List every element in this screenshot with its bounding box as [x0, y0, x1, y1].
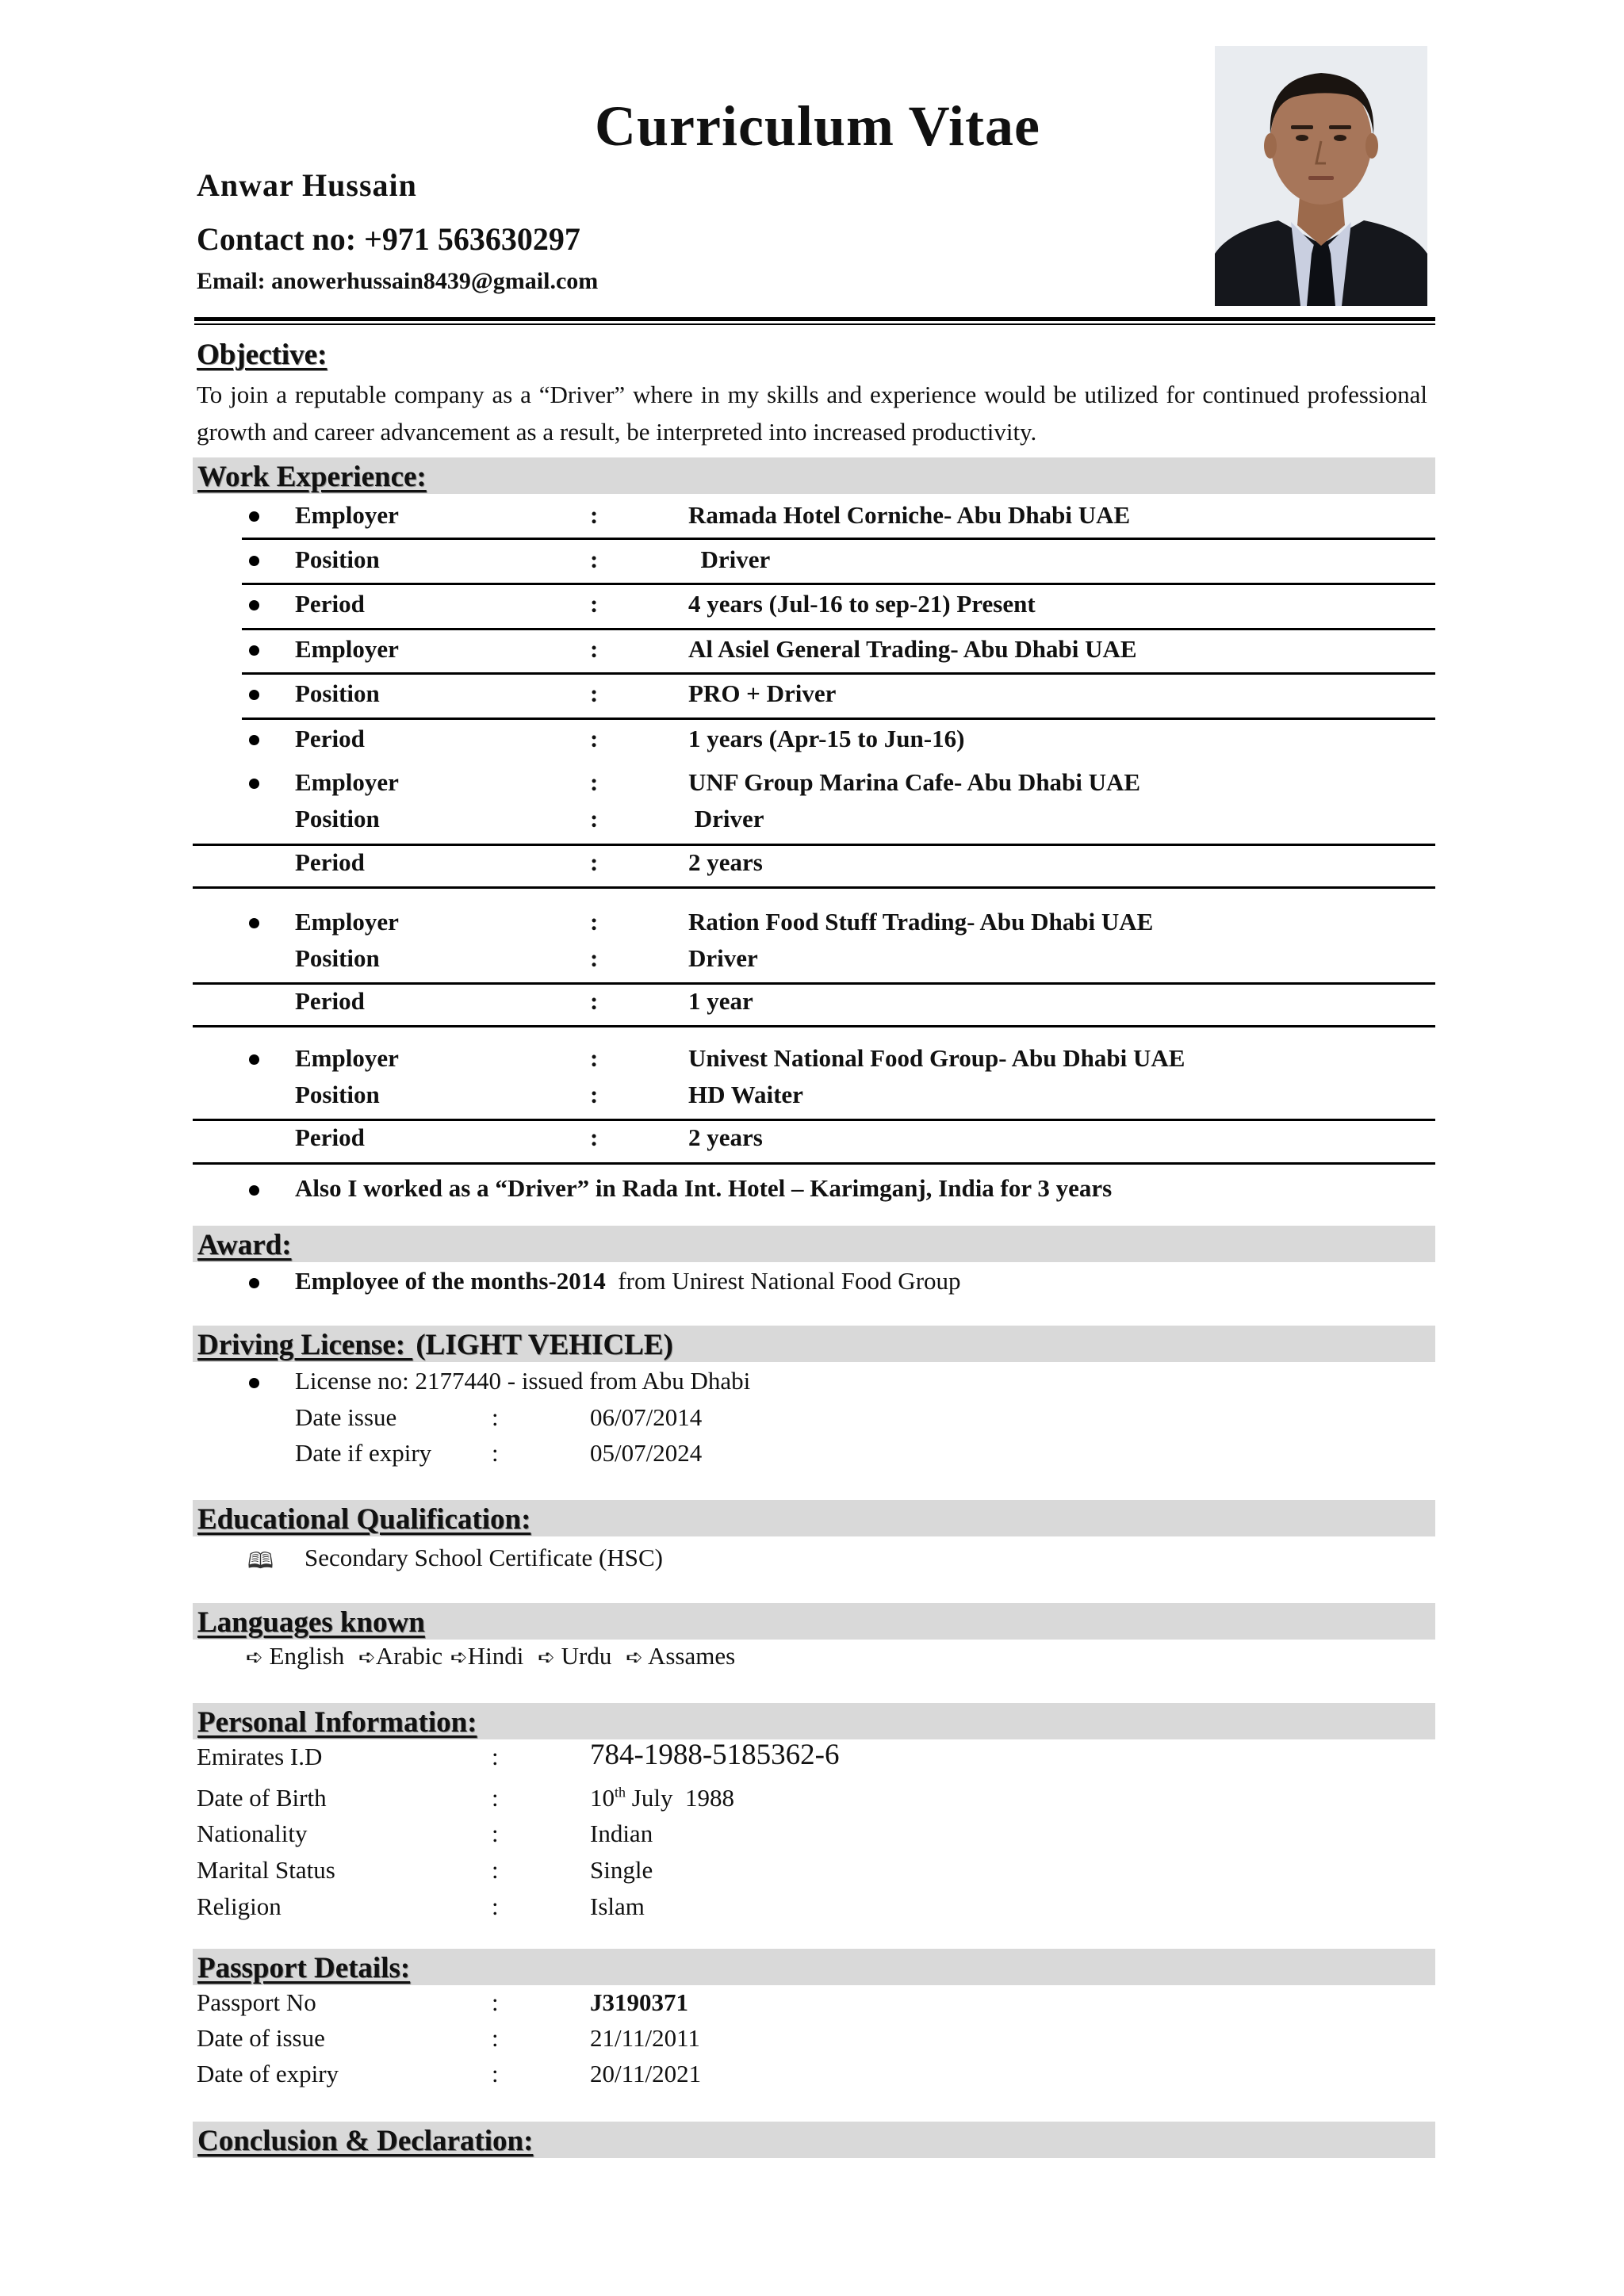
row-colon: : — [590, 635, 599, 663]
dob-value: 10th July 1988 — [590, 1784, 734, 1812]
row-label: Position — [295, 679, 380, 707]
row-value: Driver — [688, 805, 764, 832]
row-colon: : — [590, 1123, 599, 1151]
row-label: Employer — [295, 1044, 399, 1072]
emirates-id-colon: : — [492, 1743, 499, 1770]
license-number: License no: 2177440 - issued from Abu Dhabi — [295, 1367, 751, 1395]
row-divider — [242, 628, 1435, 630]
row-colon: : — [590, 1044, 599, 1072]
row-label: Position — [295, 545, 380, 573]
passport-no-label: Passport No — [197, 1988, 316, 2016]
license-type: (LIGHT VEHICLE) — [416, 1329, 673, 1361]
row-value: Driver — [688, 944, 758, 972]
language-item: Arabic — [375, 1642, 443, 1670]
bullet-icon — [249, 511, 259, 522]
conclusion-heading: Conclusion & Declaration: — [193, 2122, 1435, 2158]
religion-label: Religion — [197, 1892, 282, 1920]
dob-colon: : — [492, 1784, 499, 1812]
row-label: Position — [295, 1081, 380, 1108]
passport-expiry-label: Date of expiry — [197, 2060, 339, 2087]
license-expiry-label: Date if expiry — [295, 1439, 432, 1467]
arrow-bullet-icon: ➪ — [358, 1646, 376, 1670]
nationality-value: Indian — [590, 1820, 653, 1847]
driving-license-heading: Driving License: (LIGHT VEHICLE) — [193, 1326, 1435, 1362]
row-value: 1 year — [688, 987, 753, 1015]
row-value: Univest National Food Group- Abu Dhabi UAE — [688, 1044, 1185, 1072]
row-label: Period — [295, 725, 365, 752]
row-colon: : — [590, 545, 599, 573]
row-label: Employer — [295, 501, 399, 529]
education-heading: Educational Qualification: — [193, 1500, 1435, 1536]
contact-number: Contact no: +971 563630297 — [197, 221, 580, 257]
marital-status-label: Marital Status — [197, 1856, 335, 1884]
row-colon: : — [590, 1081, 599, 1108]
row-value: Driver — [688, 545, 771, 573]
row-label: Position — [295, 805, 380, 832]
objective-text: To join a reputable company as a “Driver” where in my skills and experience would be utilized for continued professional growth and career advancement as a result, be interpreted into increased productivity. — [197, 381, 1427, 446]
book-icon: 🕮 — [247, 1548, 274, 1574]
row-label: Position — [295, 944, 380, 972]
bullet-icon — [249, 645, 259, 656]
row-value: 2 years — [688, 1123, 763, 1151]
award-heading: Award: — [193, 1226, 1435, 1262]
row-value: HD Waiter — [688, 1081, 803, 1108]
arrow-bullet-icon: ➪ — [538, 1646, 555, 1670]
header-divider — [194, 317, 1435, 321]
bullet-icon — [249, 735, 259, 745]
profile-photo — [1215, 46, 1427, 306]
passport-issue-value: 21/11/2011 — [590, 2024, 700, 2052]
row-colon: : — [590, 987, 599, 1015]
row-divider — [193, 1119, 1435, 1121]
arrow-bullet-icon: ➪ — [246, 1646, 263, 1670]
license-issue-label: Date issue — [295, 1403, 397, 1431]
language-item: Hindi — [467, 1642, 524, 1670]
language-item: English — [269, 1642, 345, 1670]
language-item: Assames — [647, 1642, 736, 1670]
row-divider — [193, 844, 1435, 846]
row-divider — [193, 886, 1435, 889]
passport-no-value: J3190371 — [590, 1988, 688, 2016]
emirates-id-label: Emirates I.D — [197, 1743, 323, 1770]
license-issue-colon: : — [492, 1403, 499, 1431]
row-divider — [193, 982, 1435, 985]
row-label: Period — [295, 848, 365, 876]
arrow-bullet-icon: ➪ — [626, 1646, 643, 1670]
row-divider — [242, 538, 1435, 540]
license-issue-value: 06/07/2014 — [590, 1403, 703, 1431]
award-item — [295, 1267, 961, 1295]
row-colon: : — [590, 501, 599, 529]
row-divider — [193, 1162, 1435, 1165]
religion-value: Islam — [590, 1892, 645, 1920]
nationality-label: Nationality — [197, 1820, 308, 1847]
portrait-illustration — [1215, 46, 1427, 306]
row-label: Period — [295, 590, 365, 618]
arrow-bullet-icon: ➪ — [450, 1646, 468, 1670]
row-colon: : — [590, 944, 599, 972]
languages-heading: Languages known — [193, 1603, 1435, 1640]
emirates-id-value: 784-1988-5185362-6 — [590, 1739, 840, 1771]
row-label: Employer — [295, 768, 399, 796]
bullet-icon — [249, 918, 259, 928]
row-divider — [242, 718, 1435, 720]
marital-status-value: Single — [590, 1856, 653, 1884]
row-colon: : — [590, 679, 599, 707]
passport-expiry-value: 20/11/2021 — [590, 2060, 702, 2087]
applicant-name: Anwar Hussain — [197, 167, 417, 203]
license-expiry-value: 05/07/2024 — [590, 1439, 703, 1467]
row-label: Employer — [295, 908, 399, 936]
religion-colon: : — [492, 1892, 499, 1920]
award-title: Employee of the months-2014 — [295, 1267, 606, 1295]
header-divider-thin — [194, 323, 1435, 325]
bullet-icon — [249, 556, 259, 566]
bullet-icon — [249, 1054, 259, 1065]
row-colon: : — [590, 725, 599, 752]
personal-info-heading: Personal Information: — [193, 1703, 1435, 1739]
row-value: UNF Group Marina Cafe- Abu Dhabi UAE — [688, 768, 1141, 796]
row-colon: : — [590, 848, 599, 876]
row-colon: : — [590, 908, 599, 936]
row-label: Employer — [295, 635, 399, 663]
row-value: PRO + Driver — [688, 679, 837, 707]
bullet-icon — [249, 690, 259, 700]
email-address: Email: anowerhussain8439@gmail.com — [197, 268, 599, 294]
nationality-colon: : — [492, 1820, 499, 1847]
bullet-icon — [249, 779, 259, 789]
row-value: Ramada Hotel Corniche- Abu Dhabi UAE — [688, 501, 1131, 529]
row-divider — [242, 672, 1435, 675]
bullet-icon — [249, 1185, 259, 1196]
language-item: Urdu — [561, 1642, 612, 1670]
work-experience-heading: Work Experience: — [193, 457, 1435, 494]
marital-status-colon: : — [492, 1856, 499, 1884]
passport-issue-colon: : — [492, 2024, 499, 2052]
additional-experience: Also I worked as a “Driver” in Rada Int. Hotel – Karimganj, India for 3 years — [295, 1174, 1113, 1202]
row-colon: : — [590, 805, 599, 832]
license-expiry-colon: : — [492, 1439, 499, 1467]
bullet-icon — [249, 600, 259, 610]
passport-heading: Passport Details: — [193, 1949, 1435, 1985]
objective-heading: Objective: — [197, 339, 327, 371]
bullet-icon — [249, 1378, 259, 1388]
row-value: 1 years (Apr-15 to Jun-16) — [688, 725, 965, 752]
row-colon: : — [590, 590, 599, 618]
languages-list — [246, 1642, 735, 1670]
row-label: Period — [295, 1123, 365, 1151]
row-value: Al Asiel General Trading- Abu Dhabi UAE — [688, 635, 1137, 663]
education-item: Secondary School Certificate (HSC) — [304, 1544, 663, 1571]
row-value: Ration Food Stuff Trading- Abu Dhabi UAE — [688, 908, 1154, 936]
row-divider — [193, 1025, 1435, 1027]
passport-expiry-colon: : — [492, 2060, 499, 2087]
row-value: 4 years (Jul-16 to sep-21) Present — [688, 590, 1036, 618]
bullet-icon — [249, 1278, 259, 1288]
document-title: Curriculum Vitae — [595, 94, 1040, 158]
passport-issue-label: Date of issue — [197, 2024, 325, 2052]
row-label: Period — [295, 987, 365, 1015]
row-value: 2 years — [688, 848, 763, 876]
row-divider — [242, 583, 1435, 585]
dob-label: Date of Birth — [197, 1784, 327, 1812]
row-colon: : — [590, 768, 599, 796]
award-source: from Unirest National Food Group — [618, 1267, 961, 1295]
passport-no-colon: : — [492, 1988, 499, 2016]
